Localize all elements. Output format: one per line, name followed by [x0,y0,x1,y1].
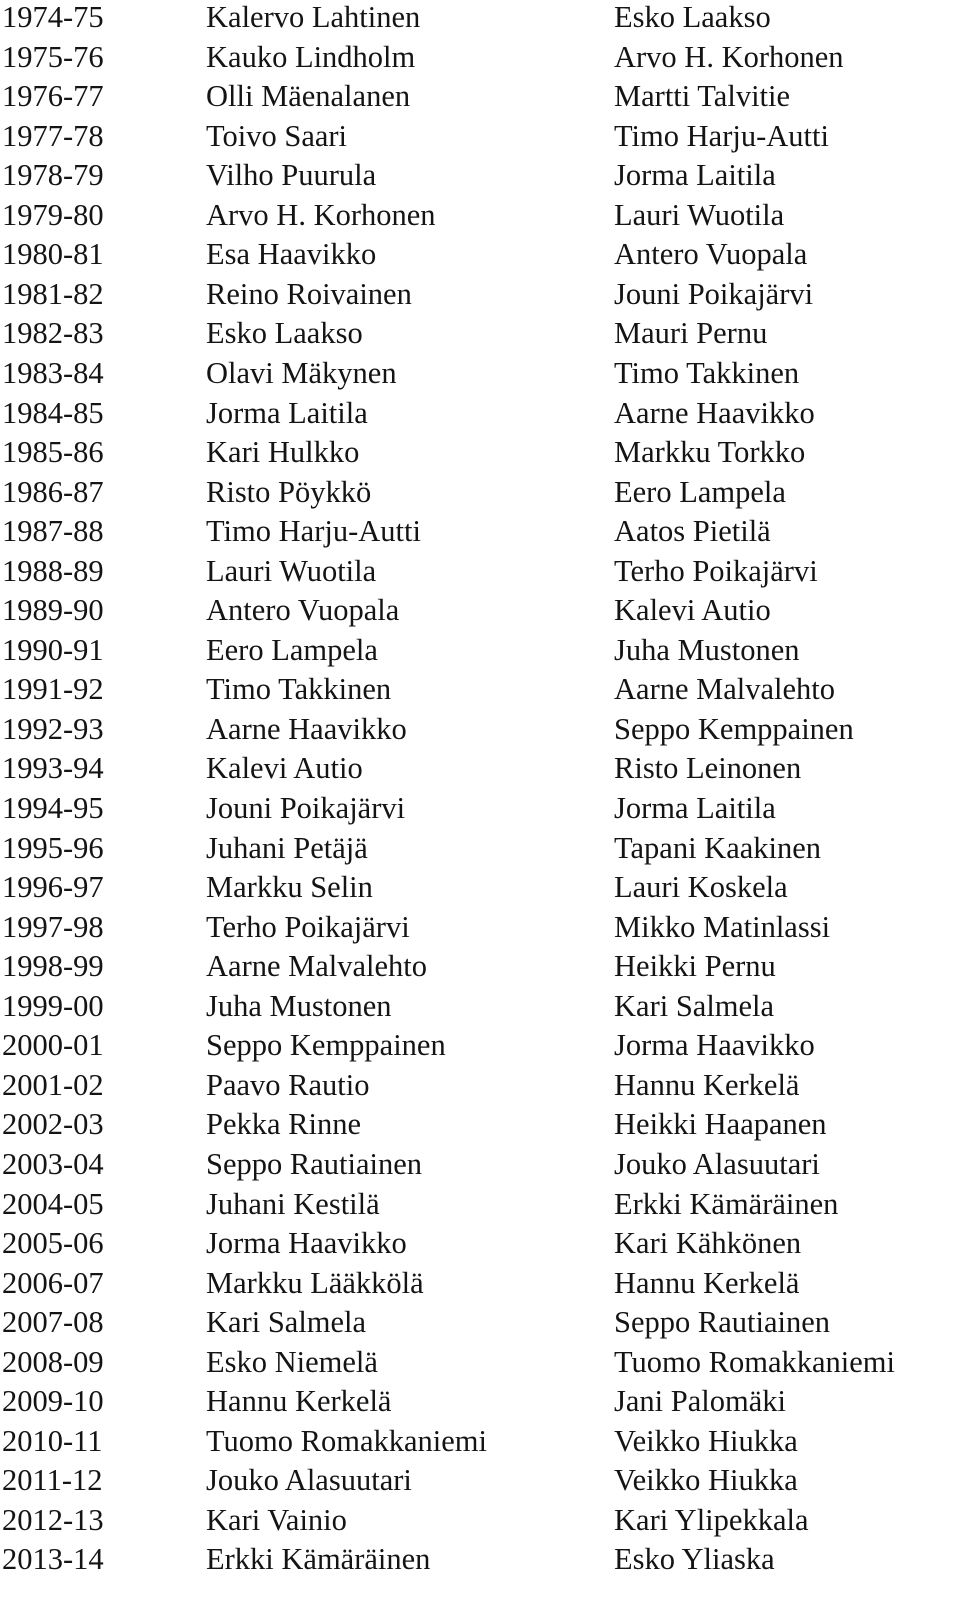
second-name-cell: Lauri Wuotila [614,197,785,232]
season-cell: 1983-84 [2,355,104,390]
list-row [0,946,960,986]
list-row [0,1500,960,1540]
list-row [0,1065,960,1105]
list-row [0,472,960,512]
first-name-cell: Antero Vuopala [206,593,400,628]
list-row [0,1421,960,1461]
second-name-cell: Erkki Kämäräinen [614,1186,839,1221]
list-row [0,986,960,1026]
season-cell: 1990-91 [2,632,104,667]
first-name-cell: Eero Lampela [206,632,378,667]
season-cell: 1992-93 [2,711,104,746]
first-name-cell: Kauko Lindholm [206,39,416,74]
list-row [0,1144,960,1184]
season-cell: 2004-05 [2,1186,104,1221]
list-row [0,393,960,433]
season-cell: 1999-00 [2,988,104,1023]
second-name-cell: Aarne Haavikko [614,395,815,430]
second-name-cell: Kari Salmela [614,988,775,1023]
second-name-cell: Tuomo Romakkaniemi [614,1344,896,1379]
second-name-cell: Jouni Poikajärvi [614,276,814,311]
first-name-cell: Arvo H. Korhonen [206,197,436,232]
second-name-cell: Hannu Kerkelä [614,1067,800,1102]
first-name-cell: Kalervo Lahtinen [206,0,421,34]
first-name-cell: Erkki Kämäräinen [206,1542,431,1577]
list-row [0,551,960,591]
list-row [0,1460,960,1500]
first-name-cell: Tuomo Romakkaniemi [206,1423,488,1458]
list-row [0,195,960,235]
season-cell: 2007-08 [2,1305,104,1340]
first-name-cell: Jorma Haavikko [206,1226,407,1261]
second-name-cell: Veikko Hiukka [614,1423,798,1458]
season-cell: 1974-75 [2,0,104,34]
list-row [0,1223,960,1263]
season-cell: 1986-87 [2,474,104,509]
season-cell: 2001-02 [2,1067,104,1102]
season-cell: 1978-79 [2,158,104,193]
list-row [0,669,960,709]
season-cell: 1995-96 [2,830,104,865]
first-name-cell: Olavi Mäkynen [206,355,397,390]
season-cell: 2010-11 [2,1423,103,1458]
second-name-cell: Markku Torkko [614,435,806,470]
second-name-cell: Martti Talvitie [614,79,791,114]
list-row [0,234,960,274]
first-name-cell: Risto Pöykkö [206,474,372,509]
list-row [0,1184,960,1224]
list-row [0,1539,960,1579]
list-row [0,907,960,947]
list-row [0,511,960,551]
season-cell: 1997-98 [2,909,104,944]
season-cell: 1996-97 [2,870,104,905]
first-name-cell: Aarne Haavikko [206,711,407,746]
list-row [0,313,960,353]
list-row [0,630,960,670]
second-name-cell: Esko Laakso [614,0,771,34]
first-name-cell: Markku Selin [206,870,373,905]
second-name-cell: Mikko Matinlassi [614,909,831,944]
list-row [0,1302,960,1342]
second-name-cell: Arvo H. Korhonen [614,39,844,74]
season-cell: 2000-01 [2,1028,104,1063]
second-name-cell: Aatos Pietilä [614,514,771,549]
list-row [0,867,960,907]
list-row [0,155,960,195]
list-row [0,1025,960,1065]
second-name-cell: Tapani Kaakinen [614,830,822,865]
second-name-cell: Jorma Haavikko [614,1028,815,1063]
season-cell: 1989-90 [2,593,104,628]
first-name-cell: Seppo Kemppainen [206,1028,446,1063]
second-name-cell: Terho Poikajärvi [614,553,818,588]
first-name-cell: Timo Takkinen [206,672,392,707]
list-row [0,353,960,393]
second-name-cell: Hannu Kerkelä [614,1265,800,1300]
second-name-cell: Jani Palomäki [614,1384,786,1419]
second-name-cell: Heikki Haapanen [614,1107,827,1142]
season-cell: 1994-95 [2,791,104,825]
list-row [0,1104,960,1144]
season-cell: 2011-12 [2,1463,103,1498]
first-name-cell: Jorma Laitila [206,395,368,430]
second-name-cell: Seppo Rautiainen [614,1305,831,1340]
season-cell: 2006-07 [2,1265,104,1300]
list-row [0,828,960,868]
first-name-cell: Olli Mäenalanen [206,79,411,114]
second-name-cell: Antero Vuopala [614,237,808,272]
list-row [0,590,960,630]
first-name-cell: Markku Lääkkölä [206,1265,424,1300]
season-cell: 2003-04 [2,1146,104,1181]
list-row [0,116,960,156]
season-cell: 2002-03 [2,1107,104,1142]
first-name-cell: Esko Niemelä [206,1344,378,1379]
second-name-cell: Timo Takkinen [614,355,800,390]
first-name-cell: Lauri Wuotila [206,553,377,588]
first-name-cell: Esa Haavikko [206,237,377,272]
first-name-cell: Terho Poikajärvi [206,909,410,944]
second-name-cell: Risto Leinonen [614,751,802,786]
season-cell: 2009-10 [2,1384,104,1419]
list-row [0,37,960,77]
list-row [0,788,960,828]
second-name-cell: Heikki Pernu [614,949,776,984]
first-name-cell: Juhani Petäjä [206,830,368,865]
second-name-cell: Aarne Malvalehto [614,672,836,707]
list-row [0,748,960,788]
second-name-cell: Esko Yliaska [614,1542,775,1577]
season-cell: 1984-85 [2,395,104,430]
season-cell: 1988-89 [2,553,104,588]
season-cell: 1975-76 [2,39,104,74]
first-name-cell: Kari Salmela [206,1305,367,1340]
season-cell: 1987-88 [2,514,104,549]
season-cell: 1976-77 [2,79,104,114]
first-name-cell: Juhani Kestilä [206,1186,380,1221]
season-cell: 2013-14 [2,1542,104,1577]
second-name-cell: Jorma Laitila [614,158,776,193]
first-name-cell: Kari Hulkko [206,435,360,470]
season-cell: 1985-86 [2,435,104,470]
season-cell: 1981-82 [2,276,104,311]
season-cell: 1991-92 [2,672,104,707]
list-row [0,1263,960,1303]
second-name-cell: Seppo Kemppainen [614,711,854,746]
second-name-cell: Jouko Alasuutari [614,1146,820,1181]
list-row [0,432,960,472]
first-name-cell: Paavo Rautio [206,1067,370,1102]
first-name-cell: Hannu Kerkelä [206,1384,392,1419]
first-name-cell: Reino Roivainen [206,276,412,311]
second-name-cell: Kari Ylipekkala [614,1502,809,1537]
season-cell: 2008-09 [2,1344,104,1379]
second-name-cell: Eero Lampela [614,474,786,509]
list-row [0,0,960,37]
first-name-cell: Jouko Alasuutari [206,1463,412,1498]
list-row [0,76,960,116]
second-name-cell: Veikko Hiukka [614,1463,798,1498]
second-name-cell: Lauri Koskela [614,870,788,905]
second-name-cell: Juha Mustonen [614,632,800,667]
first-name-cell: Juha Mustonen [206,988,392,1023]
first-name-cell: Pekka Rinne [206,1107,362,1142]
list-row [0,709,960,749]
season-cell: 1993-94 [2,751,104,786]
second-name-cell: Kalevi Autio [614,593,771,628]
season-cell: 1979-80 [2,197,104,232]
first-name-cell: Toivo Saari [206,118,348,153]
first-name-cell: Timo Harju-Autti [206,514,421,549]
season-cell: 1977-78 [2,118,104,153]
second-name-cell: Mauri Pernu [614,316,768,351]
first-name-cell: Aarne Malvalehto [206,949,428,984]
second-name-cell: Timo Harju-Autti [614,118,829,153]
season-cell: 2005-06 [2,1226,104,1261]
first-name-cell: Jouni Poikajärvi [206,791,406,825]
season-cell: 2012-13 [2,1502,104,1537]
first-name-cell: Esko Laakso [206,316,363,351]
season-cell: 1982-83 [2,316,104,351]
list-row [0,1381,960,1421]
list-row [0,274,960,314]
first-name-cell: Kari Vainio [206,1502,347,1537]
season-cell: 1998-99 [2,949,104,984]
second-name-cell: Jorma Laitila [614,791,776,825]
second-name-cell: Kari Kähkönen [614,1226,802,1261]
first-name-cell: Vilho Puurula [206,158,377,193]
first-name-cell: Seppo Rautiainen [206,1146,423,1181]
season-cell: 1980-81 [2,237,104,272]
list-row [0,1342,960,1382]
first-name-cell: Kalevi Autio [206,751,363,786]
